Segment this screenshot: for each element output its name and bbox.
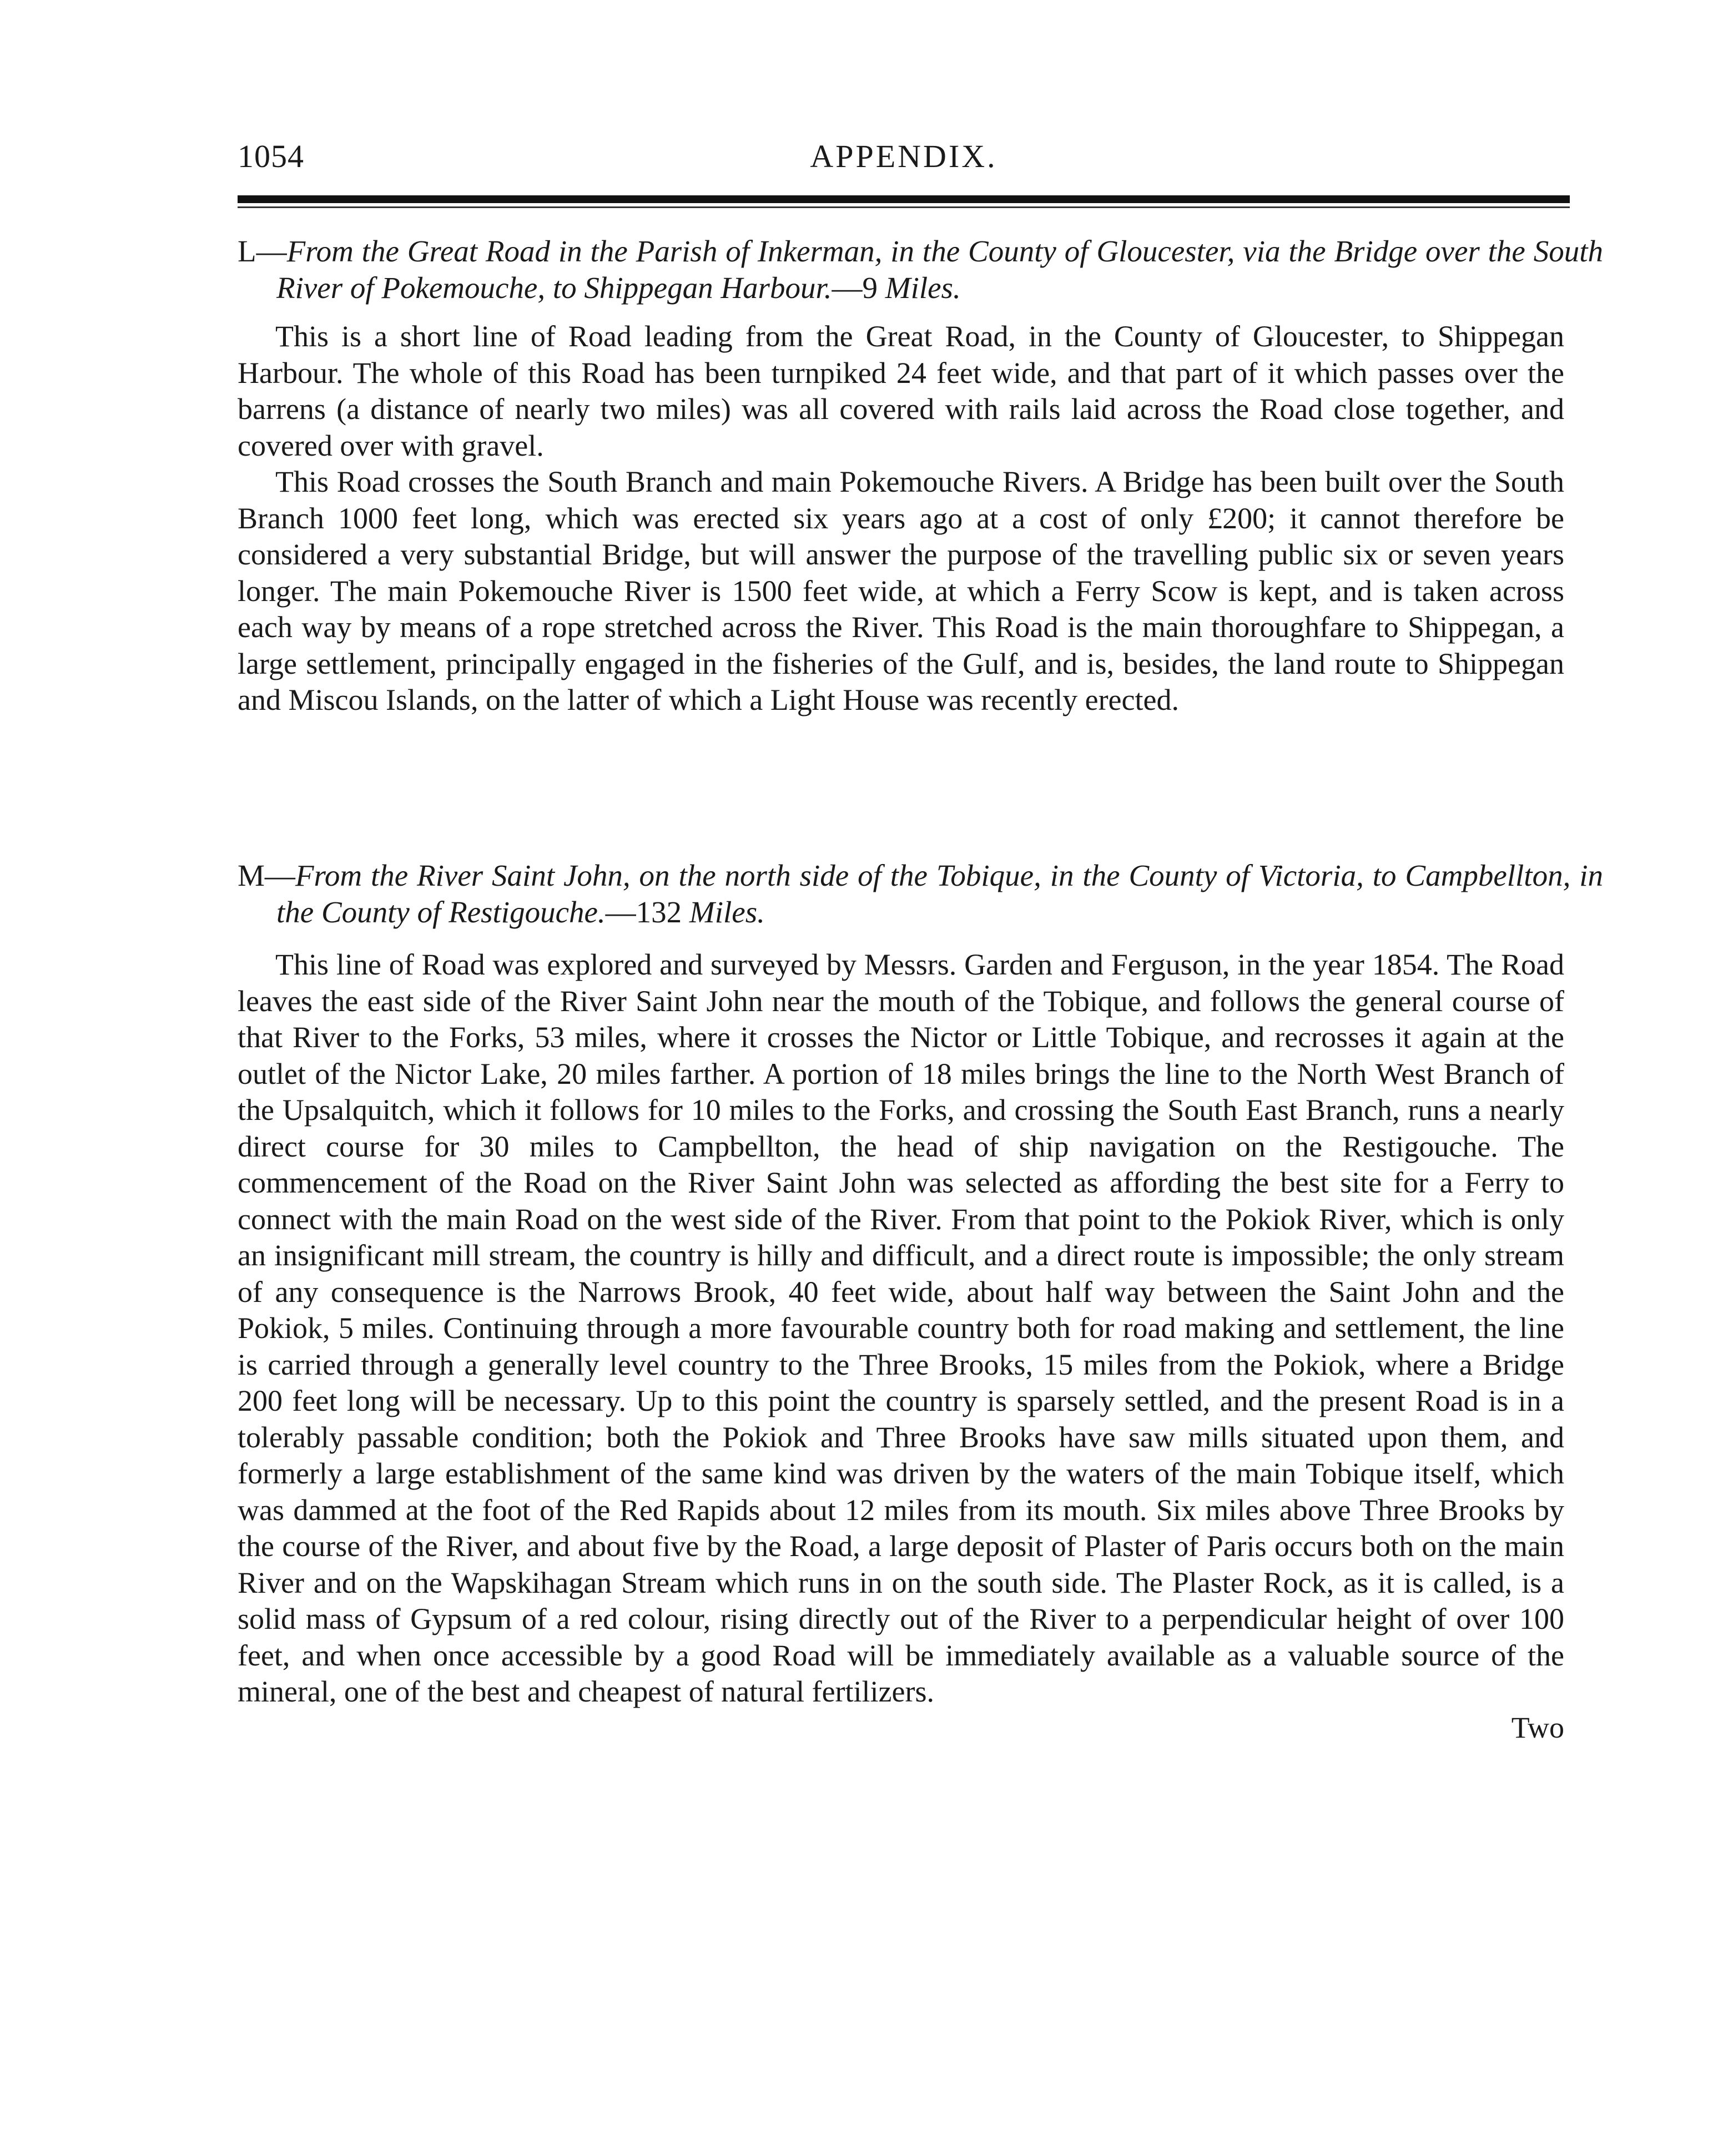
section-body-m bbox=[238, 947, 1564, 1747]
section-heading-text: From the Great Road in the Parish of Inkerman, in the County of Gloucester, via the Bridge over the South River of Pokemouche, to Shippegan Harbour. bbox=[276, 234, 1603, 305]
paragraph: This is a short line of Road leading from the Great Road, in the County of Gloucester, to Shippegan Harbour. The whole of this Road has been turnpiked 24 feet wide, and that part of it which passes over the barrens (a distance of nearly two miles) was all covered with rails laid across the Road close together, and covered over with gravel. bbox=[238, 320, 1564, 462]
section-heading-text: From the River Saint John, on the north side of the Tobique, in the County of Victoria, to Campbellton, in the County of Restigouche. bbox=[276, 859, 1603, 929]
catchword-line bbox=[238, 1710, 1564, 1747]
paragraph: This line of Road was explored and surveyed by Messrs. Garden and Ferguson, in the year 1854. The Road leaves the east side of the River Saint John near the mouth of the Tobique, and follows the general course of that River to the Forks, 53 miles, where it crosses the Nictor or Little Tobique, and recrosses it again at the outlet of the Nictor Lake, 20 miles farther. A portion of 18 miles brings the line to the North West Branch of the Upsalquitch, which it follows for 10 miles to the Forks, and crossing the South East Branch, runs a nearly direct course for 30 miles to Campbellton, the head of ship navigation on the Restigouche. The commencement of the Road on the River Saint John was selected as affording the best site for a Ferry to connect with the main Road on the west side of the River. From that point to the Pokiok River, which is only an insignificant mill stream, the country is hilly and difficult, and a direct route is impossible; the only stream of any consequence is the Narrows Brook, 40 feet wide, about half way between the Saint John and the Pokiok, 5 miles. Continuing through a more favourable country both for road making and settlement, the line is carried through a generally level country to the Three Brooks, 15 miles from the Pokiok, where a Bridge 200 feet long will be necessary. Up to this point the country is sparsely settled, and the present Road is in a tolerably passable condition; both the Pokiok and Three Brooks have saw mills situated upon them, and formerly a large establishment of the same kind was driven by the waters of the main Tobique itself, which was dammed at the foot of the Red Rapids about 12 miles from its mouth. Six miles above Three Brooks by the course of the River, and about five by the Road, a large deposit of Plaster of Paris occurs both on the main River and on the Wapskihagan Stream which runs in on the south side. The Plaster Rock, as it is called, is a solid mass of Gypsum of a red colour, rising directly out of the River to a perpendicular height of over 100 feet, and when once accessible by a good Road will be immediately available as a valuable source of the mineral, one of the best and cheapest of natural fertilizers. bbox=[238, 948, 1564, 1708]
running-title: APPENDIX. bbox=[810, 138, 997, 174]
section-heading-m bbox=[238, 857, 1603, 931]
catchword: Two bbox=[1511, 1710, 1564, 1744]
section-distance: —9 bbox=[832, 271, 878, 305]
section-letter: M— bbox=[238, 859, 295, 892]
page-number: 1054 bbox=[238, 138, 304, 174]
section-body-l bbox=[238, 319, 1564, 719]
section-distance-unit: Miles. bbox=[689, 895, 765, 929]
header-rule bbox=[238, 195, 1570, 203]
section-heading-l bbox=[238, 233, 1603, 306]
paragraph: This Road crosses the South Branch and main Pokemouche Rivers. A Bridge has been built over the South Branch 1000 feet long, which was erected six years ago at a cost of only £200; it cannot therefore be considered a very substantial Bridge, but will answer the purpose of the travelling public six or seven years longer. The main Pokemouche River is 1500 feet wide, at which a Ferry Scow is kept, and is taken across each way by means of a rope stretched across the River. This Road is the main thoroughfare to Shippegan, a large settlement, principally engaged in the fisheries of the Gulf, and is, besides, the land route to Shippegan and Miscou Islands, on the latter of which a Light House was recently erected. bbox=[238, 465, 1564, 716]
section-distance-unit: Miles. bbox=[885, 271, 961, 305]
running-head bbox=[238, 138, 1570, 182]
section-distance: —132 bbox=[605, 895, 682, 929]
section-letter: L— bbox=[238, 234, 287, 268]
header-rule-thin bbox=[238, 206, 1570, 208]
